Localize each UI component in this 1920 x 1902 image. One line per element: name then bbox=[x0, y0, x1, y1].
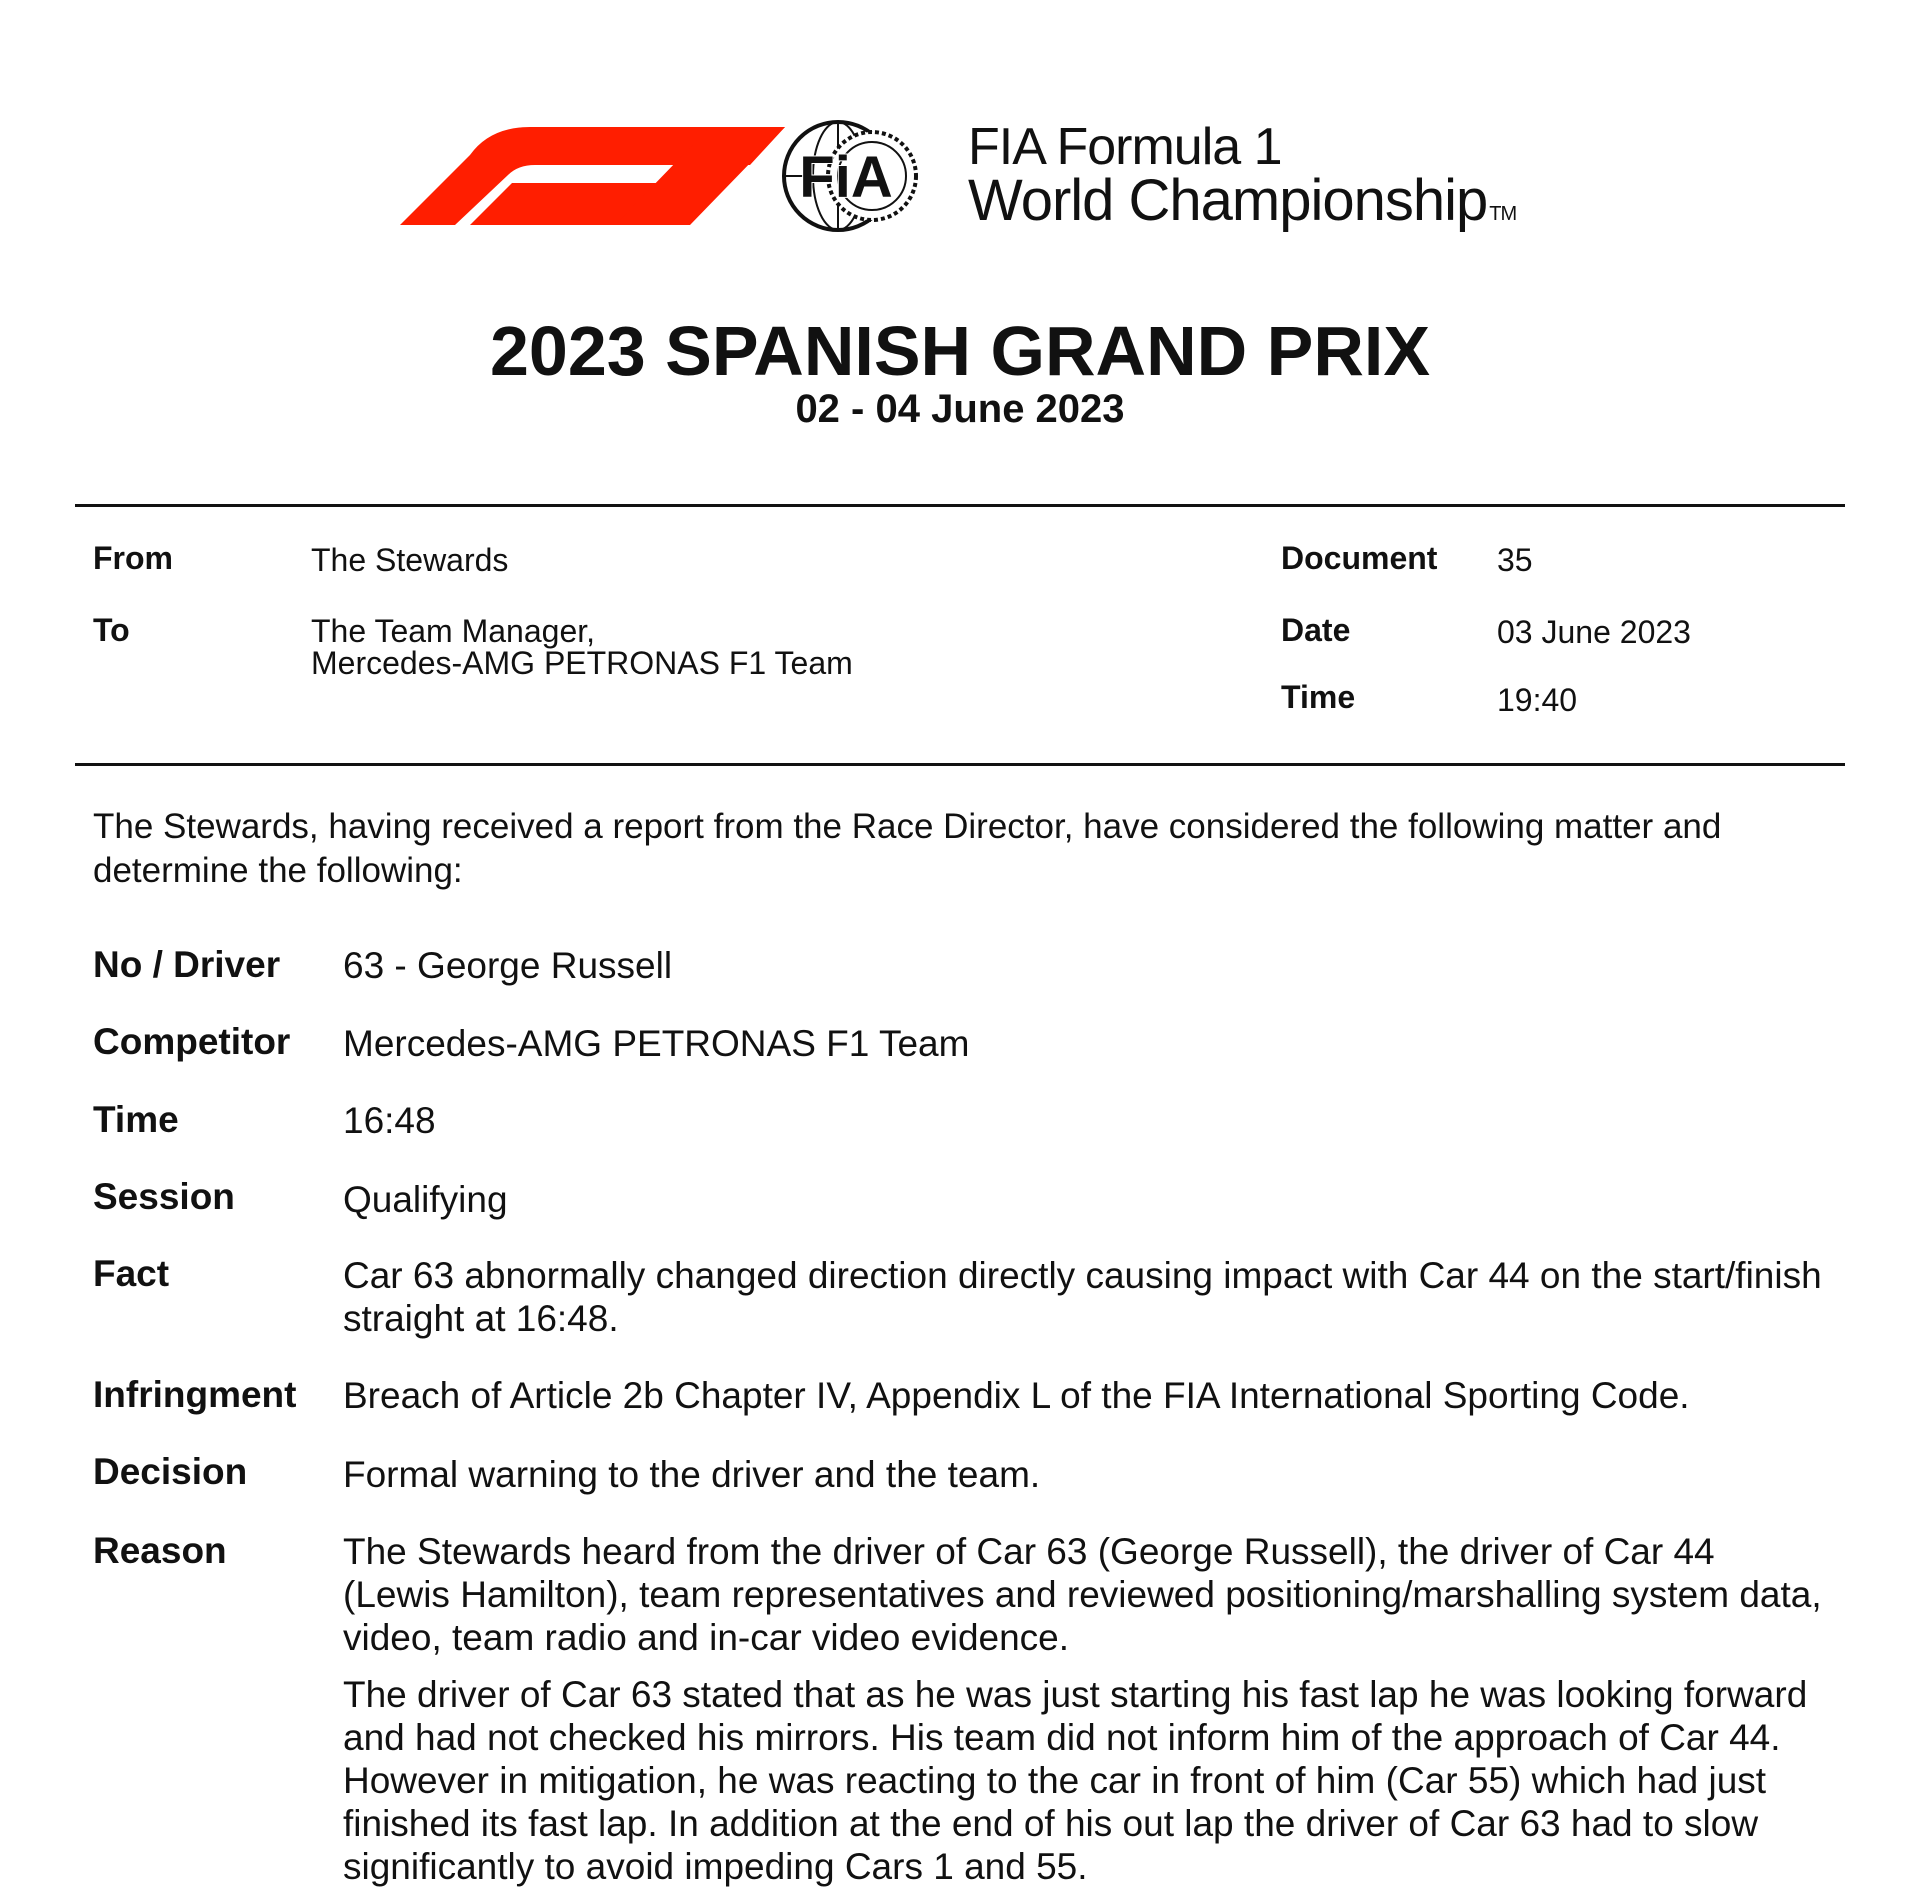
f1-logo bbox=[360, 115, 785, 235]
world-championship-wordmark: World Championship TM bbox=[968, 168, 1517, 233]
date-label: Date bbox=[1281, 612, 1351, 648]
row-value-reason bbox=[343, 1530, 1823, 1902]
row-value-driver: 63 - George Russell bbox=[343, 945, 673, 986]
from-label: From bbox=[93, 540, 173, 576]
to-value-line1: The Team Manager, bbox=[311, 613, 596, 649]
row-value-competitor: Mercedes-AMG PETRONAS F1 Team bbox=[343, 1023, 970, 1064]
to-value bbox=[311, 614, 853, 680]
row-label-fact: Fact bbox=[93, 1253, 170, 1294]
document-number: 35 bbox=[1497, 542, 1533, 578]
header-divider-bottom bbox=[75, 763, 1845, 766]
trademark-sign: TM bbox=[1489, 203, 1517, 225]
row-label-decision: Decision bbox=[93, 1451, 248, 1492]
to-label: To bbox=[93, 612, 130, 648]
row-label-time: Time bbox=[93, 1099, 179, 1140]
row-label-infringement: Infringment bbox=[93, 1374, 297, 1415]
header-logos bbox=[360, 105, 1660, 245]
fia-formula1-wordmark: FIA Formula 1 bbox=[968, 118, 1282, 176]
from-value: The Stewards bbox=[311, 542, 509, 578]
row-label-competitor: Competitor bbox=[93, 1021, 291, 1062]
date-value: 03 June 2023 bbox=[1497, 614, 1691, 650]
header-divider-top bbox=[75, 504, 1845, 507]
reason-paragraph-2: The driver of Car 63 stated that as he was just starting his fast lap he was looking forward and had not checked his mirrors. His team did not inform him of the approach of Car 44. However in mitigation, he was reacting to the car in front of him (Car 55) which had just finished its fast lap. In addition at the end of his out lap the driver of Car 63 had to slow significantly to avoid impeding Cars 1 and 55. bbox=[343, 1674, 1808, 1887]
row-label-driver: No / Driver bbox=[93, 944, 281, 985]
fia-seal-logo bbox=[780, 109, 920, 243]
event-title: 2023 SPANISH GRAND PRIX bbox=[489, 312, 1431, 390]
to-value-line2: Mercedes-AMG PETRONAS F1 Team bbox=[311, 645, 853, 681]
row-value-fact: Car 63 abnormally changed direction directly causing impact with Car 44 on the start/finish straight at 16:48. bbox=[343, 1255, 1822, 1339]
row-label-session: Session bbox=[93, 1176, 235, 1217]
row-value-decision: Formal warning to the driver and the team. bbox=[343, 1454, 1041, 1495]
row-value-infringement: Breach of Article 2b Chapter IV, Appendix L of the FIA International Sporting Code. bbox=[343, 1375, 1690, 1416]
row-value-session: Qualifying bbox=[343, 1179, 508, 1220]
event-dates: 02 - 04 June 2023 bbox=[795, 387, 1125, 431]
intro-paragraph: The Stewards, having received a report from the Race Director, have considered the following matter and determine the following: bbox=[93, 807, 1722, 890]
row-label-reason: Reason bbox=[93, 1530, 227, 1571]
time-label: Time bbox=[1281, 679, 1356, 715]
row-value-time: 16:48 bbox=[343, 1100, 436, 1141]
time-value: 19:40 bbox=[1497, 682, 1578, 718]
document-label: Document bbox=[1281, 540, 1438, 576]
svg-text:FiA: FiA bbox=[799, 145, 893, 210]
reason-paragraph-1: The Stewards heard from the driver of Car 63 (George Russell), the driver of Car 44 (Lewis Hamilton), team representatives and reviewed positioning/marshalling system data, video, team radio and in-car video evidence. bbox=[343, 1531, 1822, 1658]
